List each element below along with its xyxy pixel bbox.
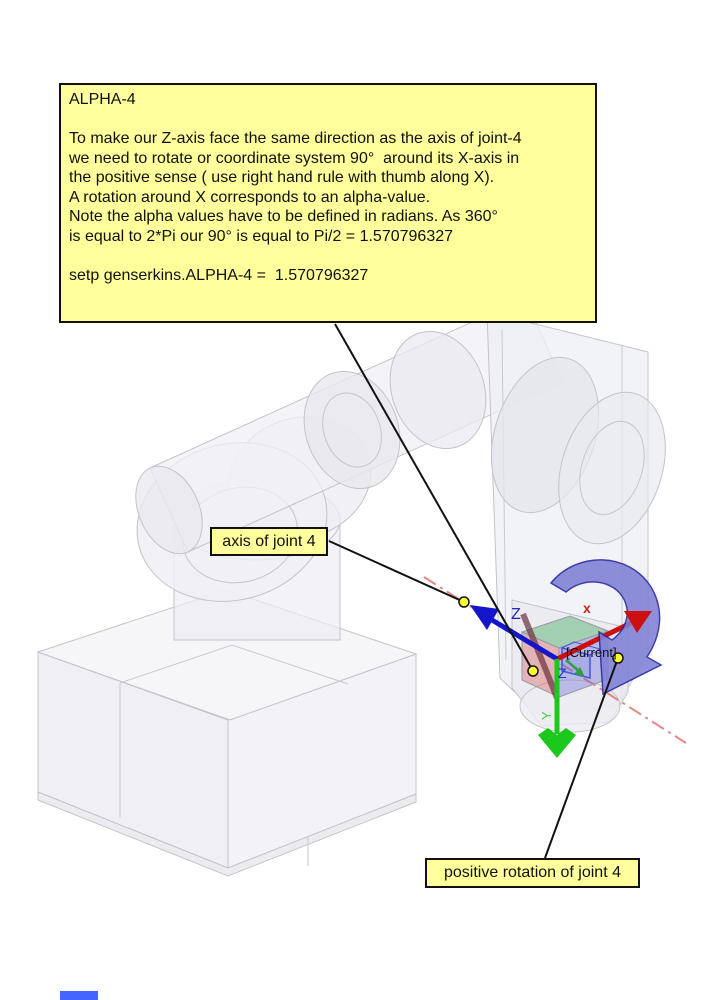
annotation-line xyxy=(69,246,591,266)
annotation-setp-command: setp genserkins.ALPHA-4 = 1.570796327 xyxy=(69,266,369,284)
annotation-line: A rotation around X corresponds to an alpha-value. xyxy=(69,188,431,206)
annotation-line: the positive sense ( use right hand rule with thumb along X). xyxy=(69,169,495,186)
annotation-box xyxy=(59,83,597,323)
annotation-line: Note the alpha values have to be defined in radians. As 360° xyxy=(69,208,498,225)
annotation-line: To make our Z-axis face the same direction as the axis of joint-4 xyxy=(69,130,522,147)
annotation-line: we need to rotate or coordinate system 90° around its X-axis in xyxy=(69,149,520,167)
robot-arm-model xyxy=(38,298,684,876)
x-axis-small-label: x xyxy=(583,600,591,616)
current-frame-label: [Current] xyxy=(566,645,617,660)
y-axis-label: Y xyxy=(539,711,554,720)
annotation-line: is equal to 2*Pi our 90° is equal to Pi/2 = 1.570796327 xyxy=(69,227,454,245)
marker-dot-axis xyxy=(459,597,469,607)
annotation-line xyxy=(69,110,591,130)
z-axis-label: Z xyxy=(511,606,521,623)
z-axis-mini-label: Z xyxy=(558,665,567,681)
marker-dot-origin xyxy=(528,666,538,676)
callout-axis-of-joint4: axis of joint 4 xyxy=(210,527,328,556)
callout-positive-rotation-joint4: positive rotation of joint 4 xyxy=(425,858,640,888)
leader-line-axis-callout xyxy=(329,541,464,602)
bottom-edge-artifact xyxy=(60,991,98,1000)
annotation-title: ALPHA-4 xyxy=(69,91,136,108)
